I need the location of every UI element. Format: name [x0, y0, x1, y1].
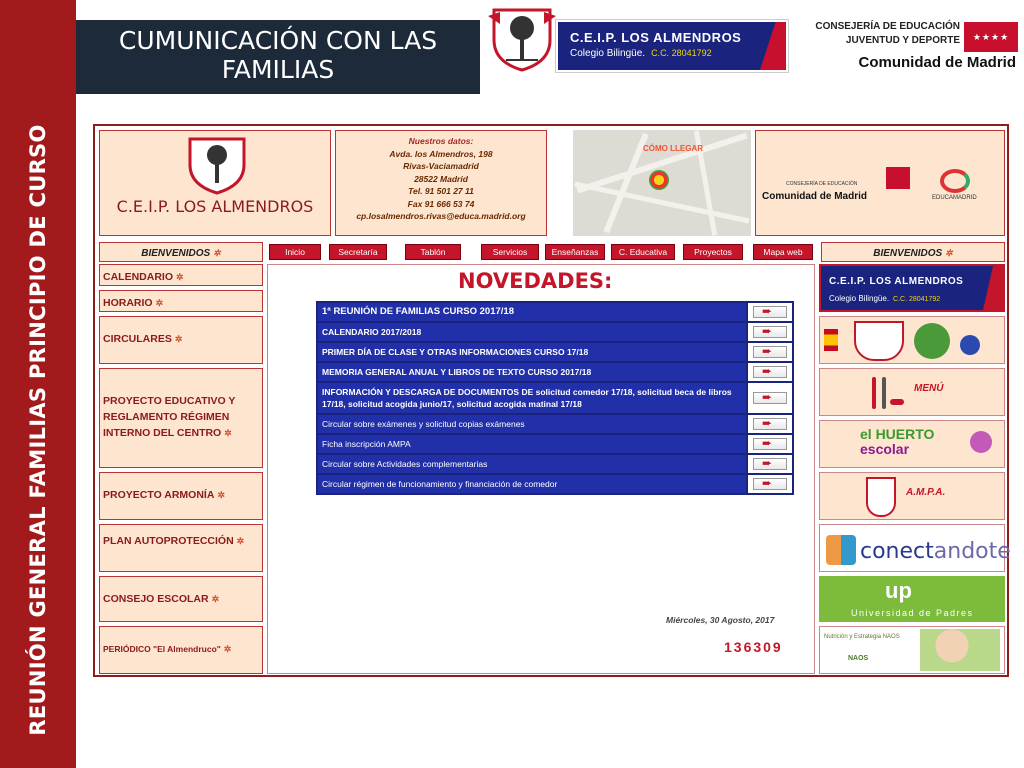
slide-title: CUMUNICACIÓN CON LAS FAMILIAS: [76, 20, 480, 94]
news-row[interactable]: [318, 343, 792, 363]
comunidad-small: Comunidad de Madrid: [762, 191, 867, 202]
huerto-label-1: el HUERTO: [860, 426, 935, 442]
arrow-icon[interactable]: [746, 455, 792, 473]
conect-part-1: conect: [860, 539, 934, 564]
menu-plan-autoproteccion-label: PLAN AUTOPROTECCIÓN: [103, 535, 234, 547]
school-crest-icon: [486, 4, 558, 72]
side-title: REUNIÓN GENERAL FAMILIAS PRINCIPIO DE CURSO: [26, 124, 50, 736]
menu-horario[interactable]: [99, 290, 263, 312]
map-label: CÓMO LLEGAR: [643, 144, 703, 153]
arrow-icon[interactable]: [746, 383, 792, 413]
conect-part-2: andote: [933, 539, 1011, 564]
madrid-logo-icon: [886, 167, 910, 189]
right-badge-name: C.E.I.P. LOS ALMENDROS: [829, 276, 964, 287]
right-badge-code: C.C. 28041792: [893, 296, 941, 303]
consejeria-small: CONSEJERÍA DE EDUCACIÓN: [786, 181, 858, 187]
map-thumbnail[interactable]: [573, 130, 751, 236]
nav-servicios[interactable]: Servicios: [481, 244, 539, 260]
news-text: Circular sobre exámenes y solicitud copias exámenes: [318, 415, 746, 433]
arrow-icon[interactable]: [746, 435, 792, 453]
school-crest-icon: [854, 321, 904, 361]
news-row[interactable]: [318, 415, 792, 435]
arrow-icon[interactable]: [746, 363, 792, 381]
huerto-escolar-link[interactable]: [819, 420, 1005, 468]
sparkle-icon: ✲: [217, 490, 225, 500]
ampa-link[interactable]: [819, 472, 1005, 520]
welcome-left-text: BIENVENIDOS: [141, 248, 211, 259]
site-logo-box[interactable]: [99, 130, 331, 236]
news-text: Circular régimen de funcionamiento y financiación de comedor: [318, 475, 746, 493]
menu-periodico[interactable]: [99, 626, 263, 674]
sparkle-icon: ✲: [236, 536, 245, 546]
cutlery-icon: [866, 375, 906, 411]
badge-stripe: [760, 22, 786, 70]
news-row[interactable]: [318, 323, 792, 343]
bilingual-logos[interactable]: [819, 316, 1005, 364]
nav-bar: [99, 242, 1005, 262]
menu-circulares[interactable]: [99, 316, 263, 364]
menu-circulares-label: CIRCULARES: [103, 333, 172, 345]
nav-secretaria[interactable]: Secretaría: [329, 244, 387, 260]
nav-comunidad-educativa[interactable]: C. Educativa: [611, 244, 675, 260]
novedades-panel: [267, 264, 815, 674]
visit-counter: 136309: [724, 639, 783, 655]
arrow-icon[interactable]: [746, 343, 792, 361]
universidad-padres-link[interactable]: [819, 576, 1005, 622]
right-badge-stripe: [983, 266, 1003, 310]
news-text: 1ª REUNIÓN DE FAMILIAS CURSO 2017/18: [318, 303, 746, 321]
tree-logo-icon: [914, 323, 950, 359]
comunidad-label: Comunidad de Madrid: [858, 54, 1016, 71]
right-badge-sub: [829, 294, 940, 303]
news-text: Circular sobre Actividades complementarias: [318, 455, 746, 473]
data-heading: Nuestros datos:: [408, 136, 474, 146]
menu-horario-label: HORARIO: [103, 297, 153, 309]
menu-consejo-escolar-label: CONSEJO ESCOLAR: [103, 593, 209, 605]
educamadrid-label: EDUCAMADRID: [932, 195, 977, 201]
arrow-icon[interactable]: [746, 475, 792, 493]
arrow-icon[interactable]: [746, 323, 792, 341]
child-photo: [920, 629, 1000, 671]
welcome-left: [99, 242, 263, 262]
menu-consejo-escolar[interactable]: [99, 576, 263, 622]
news-text: PRIMER DÍA DE CLASE Y OTRAS INFORMACIONES CURSO 17/18: [318, 343, 746, 361]
email-link[interactable]: cp.losalmendros.rivas@educa.madrid.org: [356, 211, 526, 221]
news-text: CALENDARIO 2017/2018: [318, 323, 746, 341]
city: Rivas-Vaciamadrid: [403, 161, 479, 171]
menu-link[interactable]: [819, 368, 1005, 416]
news-text: INFORMACIÓN Y DESCARGA DE DOCUMENTOS DE solicitud comedor 17/18, solicitud beca de libros 17/18, solicitud acogida junio/17, solicitud acogida matinal 17/18: [318, 383, 746, 413]
uk-flag-icon: [960, 335, 980, 355]
arrow-icon[interactable]: [746, 415, 792, 433]
right-school-badge[interactable]: [819, 264, 1005, 312]
menu-periodico-label: PERIÓDICO "El Almendruco": [103, 644, 221, 654]
ampa-crest-icon: [866, 477, 896, 517]
consejeria-label: CONSEJERÍA DE EDUCACIÓN JUVENTUD Y DEPORTE: [815, 21, 960, 46]
arrow-icon[interactable]: [746, 303, 792, 321]
news-row[interactable]: [318, 435, 792, 455]
badge-code: C.C. 28041792: [651, 48, 712, 58]
news-text: Ficha inscripción AMPA: [318, 435, 746, 453]
flower-icon: [970, 431, 992, 453]
sparkle-icon: ✲: [223, 644, 232, 654]
nav-proyectos[interactable]: Proyectos: [683, 244, 743, 260]
sparkle-icon: ✲: [174, 334, 183, 344]
news-row[interactable]: [318, 475, 792, 493]
naos-logo: NAOS: [848, 655, 869, 662]
huerto-label-2: escolar: [860, 441, 910, 457]
sparkle-icon: ✲: [211, 594, 220, 604]
huerto-label: [860, 427, 934, 457]
nav-tablon[interactable]: Tablón: [405, 244, 461, 260]
welcome-right: [821, 242, 1005, 262]
conectandote-link[interactable]: [819, 524, 1011, 572]
nav-mapa-web[interactable]: Mapa web: [753, 244, 813, 260]
sparkle-icon: ✲: [945, 248, 953, 258]
naos-link[interactable]: [819, 626, 1005, 674]
conectandote-label: [860, 539, 1011, 564]
current-date: Miércoles, 30 Agosto, 2017: [666, 615, 775, 625]
madrid-flag-icon: ★★★★: [964, 22, 1018, 52]
puzzle-icon: [826, 535, 856, 565]
right-badge-bilingual: Colegio Bilingüe.: [829, 294, 890, 303]
nav-inicio[interactable]: Inicio: [269, 244, 321, 260]
site-school-name: C.E.I.P. LOS ALMENDROS: [116, 197, 314, 216]
location-pin-icon: [649, 170, 669, 190]
menu-label: MENÚ: [914, 383, 944, 394]
news-row[interactable]: [318, 363, 792, 383]
up-logo: up: [885, 578, 912, 603]
ampa-label: A.M.P.A.: [906, 487, 946, 498]
menu-plan-autoproteccion[interactable]: [99, 524, 263, 572]
news-row[interactable]: [318, 455, 792, 475]
menu-calendario-label: CALENDARIO: [103, 271, 173, 283]
institution-logos: [755, 130, 1005, 236]
up-label: Universidad de Padres: [851, 608, 974, 618]
badge-bilingual-text: Colegio Bilingüe.: [570, 48, 646, 59]
spain-flag-icon: [824, 329, 838, 351]
news-text: MEMORIA GENERAL ANUAL Y LIBROS DE TEXTO CURSO 2017/18: [318, 363, 746, 381]
badge-school-name: C.E.I.P. LOS ALMENDROS: [570, 30, 742, 45]
school-data-box: [335, 130, 547, 236]
badge-bilingual: [570, 48, 712, 59]
menu-proyecto-educativo-label: PROYECTO EDUCATIVO Y REGLAMENTO RÉGIMEN INTERNO DEL CENTRO: [103, 395, 236, 439]
novedades-title: NOVEDADES:: [458, 269, 613, 293]
news-row[interactable]: [318, 303, 792, 323]
nav-ensenanzas[interactable]: Enseñanzas: [545, 244, 605, 260]
naos-text: Nutrición y Estrategia NAOS: [824, 634, 900, 640]
menu-proyecto-armonia-label: PROYECTO ARMONÍA: [103, 489, 215, 501]
news-row[interactable]: [318, 383, 792, 415]
fax: Fax 91 666 53 74: [407, 198, 475, 209]
educamadrid-logo-icon: [940, 169, 970, 193]
school-badge: [556, 20, 788, 72]
postal: 28522 Madrid: [414, 173, 468, 184]
address: Avda. los Almendros, 198: [389, 148, 493, 159]
phone: Tel. 91 501 27 11: [408, 186, 474, 196]
sparkle-icon: ✲: [176, 272, 184, 282]
sparkle-icon: ✲: [213, 248, 221, 258]
welcome-right-text: BIENVENIDOS: [873, 248, 943, 259]
menu-calendario[interactable]: [99, 264, 263, 286]
menu-proyecto-armonia[interactable]: [99, 472, 263, 520]
news-table: [316, 301, 794, 495]
website-screenshot: [93, 124, 1009, 677]
sparkle-icon: ✲: [155, 298, 164, 308]
sparkle-icon: ✲: [224, 428, 232, 438]
site-crest-icon: [182, 135, 252, 195]
menu-proyecto-educativo[interactable]: [99, 368, 263, 468]
